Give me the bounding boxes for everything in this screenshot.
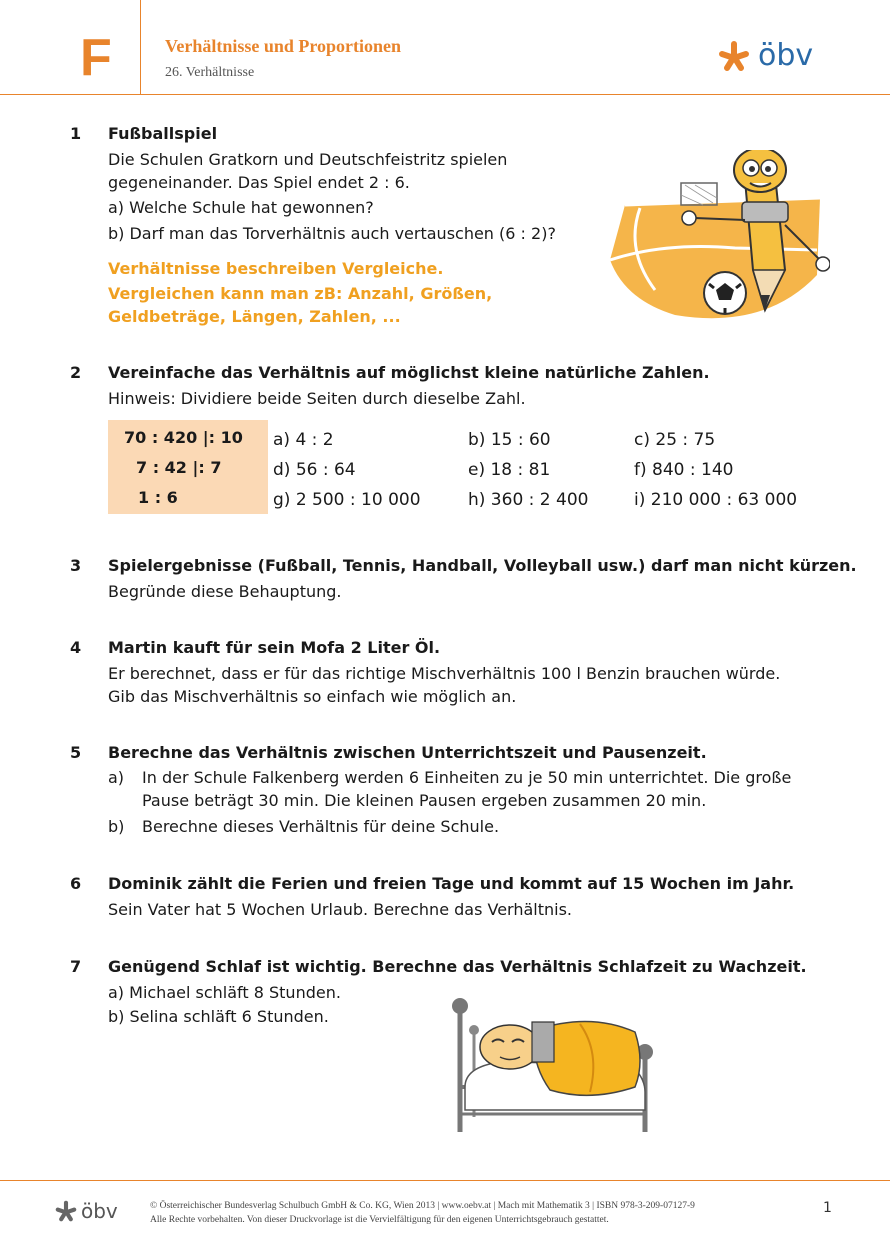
task-text: gegeneinander. Das Spiel endet 2 : 6.	[108, 173, 410, 192]
subtask-a: a) Michael schläft 8 Stunden.	[108, 983, 341, 1002]
task-title: Fußballspiel	[108, 124, 218, 143]
header-divider-vertical	[140, 0, 141, 94]
exercise-item: i) 210 000 : 63 000	[634, 490, 798, 510]
task-title: Dominik zählt die Ferien und freien Tage und kommt auf 15 Wochen im Jahr.	[108, 874, 795, 893]
header-divider-horizontal	[0, 94, 890, 95]
task-number: 7	[70, 957, 82, 976]
subtask-a: a) Welche Schule hat gewonnen?	[108, 198, 374, 217]
exercise-item: a) 4 : 2	[273, 430, 334, 450]
subtask-b: b) Selina schläft 6 Stunden.	[108, 1007, 329, 1026]
soccer-pencil-illustration	[585, 150, 830, 330]
footer-logo	[55, 1200, 118, 1222]
exercise-item: b) 15 : 60	[468, 430, 551, 450]
subtask-text: Pause beträgt 30 min. Die kleinen Pausen ergeben zusammen 20 min.	[142, 791, 707, 810]
example-line: 7 : 42 |: 7	[136, 458, 222, 477]
task-title: Spielergebnisse (Fußball, Tennis, Handball, Volleyball usw.) darf man nicht kürzen.	[108, 556, 857, 575]
task-text: Sein Vater hat 5 Wochen Urlaub. Berechne das Verhältnis.	[108, 900, 573, 919]
exercise-item: c) 25 : 75	[634, 430, 716, 450]
copyright-text	[150, 1199, 695, 1227]
task-number: 4	[70, 638, 82, 657]
subtask-text: Berechne dieses Verhältnis für deine Schule.	[142, 817, 500, 836]
chapter-letter: F	[80, 29, 112, 87]
task-text: Begründe diese Behauptung.	[108, 582, 342, 601]
task-hint: Hinweis: Dividiere beide Seiten durch dieselbe Zahl.	[108, 389, 526, 408]
task-text: Gib das Mischverhältnis so einfach wie möglich an.	[108, 687, 517, 706]
copyright-line: © Österreichischer Bundesverlag Schulbuch GmbH & Co. KG, Wien 2013 | www.oebv.at | Mach mit Mathematik 3 | ISBN 978-3-209-07127-9	[150, 1201, 695, 1211]
footer-divider	[0, 1180, 890, 1181]
task-number: 3	[70, 556, 82, 575]
tip-text: Verhältnisse beschreiben Vergleiche.	[108, 259, 444, 278]
task-title: Berechne das Verhältnis zwischen Unterrichtszeit und Pausenzeit.	[108, 743, 707, 762]
task-number: 1	[70, 124, 82, 143]
page-number: 1	[823, 1200, 832, 1216]
task-title: Martin kauft für sein Mofa 2 Liter Öl.	[108, 638, 441, 657]
subtask-label: a)	[108, 768, 125, 787]
logo-text: öbv	[758, 38, 814, 73]
exercise-item: d) 56 : 64	[273, 460, 356, 480]
example-line: 1 : 6	[138, 488, 178, 507]
task-number: 5	[70, 743, 82, 762]
exercise-item: f) 840 : 140	[634, 460, 734, 480]
chapter-title: Verhältnisse und Proportionen	[165, 36, 402, 56]
sleeping-pencil-illustration	[440, 992, 665, 1137]
tip-text: Geldbeträge, Längen, Zahlen, ...	[108, 307, 401, 326]
publisher-logo	[718, 40, 813, 72]
rights-line: Alle Rechte vorbehalten. Von dieser Druckvorlage ist die Vervielfältigung für den eigenen Unterrichtsgebrauch gestattet.	[150, 1215, 609, 1225]
tip-text: Vergleichen kann man zB: Anzahl, Größen,	[108, 284, 493, 303]
star-logo-icon	[55, 1200, 77, 1222]
task-title: Vereinfache das Verhältnis auf möglichst kleine natürliche Zahlen.	[108, 363, 710, 382]
subtask-label: b)	[108, 817, 125, 836]
exercise-item: g) 2 500 : 10 000	[273, 490, 421, 510]
task-number: 2	[70, 363, 82, 382]
task-title: Genügend Schlaf ist wichtig. Berechne das Verhältnis Schlafzeit zu Wachzeit.	[108, 957, 807, 976]
task-number: 6	[70, 874, 82, 893]
example-line: 70 : 420 |: 10	[124, 428, 243, 447]
exercise-item: h) 360 : 2 400	[468, 490, 589, 510]
section-title: 26. Verhältnisse	[165, 65, 255, 80]
footer-logo-text: öbv	[81, 1199, 118, 1223]
subtask-text: In der Schule Falkenberg werden 6 Einheiten zu je 50 min unterrichtet. Die große	[142, 768, 792, 787]
star-logo-icon	[718, 40, 750, 72]
task-text: Die Schulen Gratkorn und Deutschfeistritz spielen	[108, 150, 508, 169]
task-text: Er berechnet, dass er für das richtige Mischverhältnis 100 l Benzin brauchen würde.	[108, 664, 781, 683]
exercise-item: e) 18 : 81	[468, 460, 551, 480]
subtask-b: b) Darf man das Torverhältnis auch vertauschen (6 : 2)?	[108, 224, 556, 243]
